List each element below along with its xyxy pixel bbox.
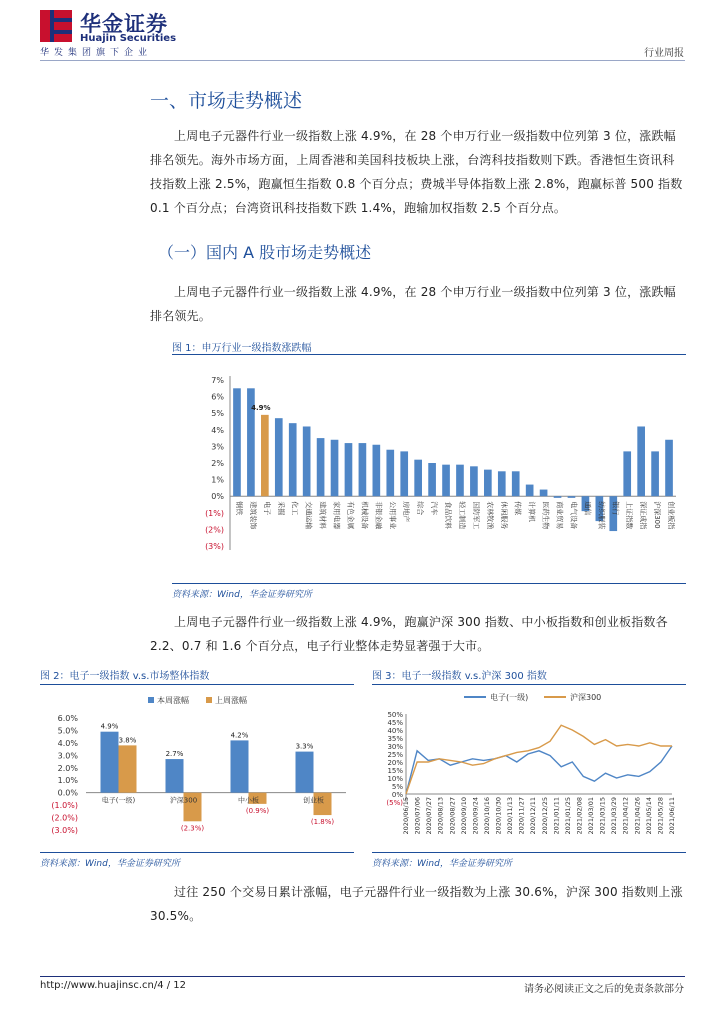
x-tick-label: 2020/10/16 (482, 797, 491, 835)
x-tick-label: 电子 (262, 501, 271, 516)
y-tick-label: 25% (387, 751, 403, 759)
header-divider (40, 60, 685, 61)
subsection-paragraph-2: 上周电子元器件行业一级指数上涨 4.9%，跑赢沪深 300 指数、中小板指数和创业板指数各 2.2、0.7 和 1.6 个百分点，电子行业整体走势显著强于大市。 (150, 615, 668, 653)
bar (512, 471, 520, 496)
data-label: 3.8% (118, 736, 137, 745)
figure-3-title: 图 3：电子一级指数 v.s.沪深 300 指数 (372, 671, 547, 682)
y-tick-label: 45% (387, 719, 403, 727)
bar (233, 388, 241, 496)
x-tick-label: 2020/11/13 (506, 797, 515, 835)
brand-english: Huajin Securities (80, 33, 177, 44)
x-tick-label: 银行 (611, 501, 620, 516)
x-tick-label: 2020/12/25 (540, 797, 549, 835)
y-tick-label: 6% (211, 392, 224, 402)
y-tick-label: 2% (211, 459, 224, 468)
x-tick-label: 钢铁 (234, 501, 243, 516)
x-tick-label: 2021/06/11 (668, 797, 676, 835)
bar (275, 418, 283, 496)
x-tick-label: 2020/09/24 (471, 797, 480, 835)
x-tick-label: 计算机 (527, 501, 536, 523)
bar (554, 496, 562, 498)
x-tick-label: 深证成指 (639, 501, 648, 530)
x-tick-label: 2021/05/28 (656, 797, 665, 835)
y-tick-label: 0% (391, 791, 403, 799)
bar (498, 471, 506, 496)
legend-label: 上周涨幅 (215, 696, 247, 705)
x-tick-label: 2020/12/11 (529, 797, 538, 835)
x-tick-label: 沪深300 (653, 501, 662, 529)
data-label: 4.9% (251, 403, 271, 412)
figure-3-chart (372, 688, 686, 850)
x-tick-label: 2021/04/26 (633, 797, 642, 835)
y-tick-label: 3.0% (57, 751, 78, 761)
subsection-title: （一）国内 A 股市场走势概述 (158, 243, 372, 262)
x-tick-label: 2020/09/10 (459, 797, 468, 835)
figure-1-rule (172, 354, 686, 355)
x-tick-label: 2021/04/12 (621, 797, 630, 835)
bar (331, 440, 339, 496)
y-tick-label: (1.0%) (51, 801, 78, 811)
bar (456, 465, 464, 497)
bar (442, 465, 450, 497)
section-title: 一、市场走势概述 (150, 90, 303, 112)
y-tick-label: (1%) (205, 508, 224, 518)
figure-1-chart (172, 358, 686, 580)
x-tick-label: 建筑装饰 (248, 501, 257, 530)
y-tick-label: 15% (387, 767, 403, 775)
bar (166, 759, 184, 793)
y-tick-label: 3% (211, 442, 224, 452)
footer-divider (40, 976, 685, 977)
report-type: 行业周报 (644, 48, 684, 59)
bar (345, 443, 353, 496)
company-logo (40, 10, 72, 42)
data-label: 2.7% (165, 750, 184, 759)
y-tick-label: 5.0% (57, 726, 78, 736)
figure-2-title: 图 2：电子一级指数 v.s.市场整体指数 (40, 671, 210, 682)
series-line (406, 746, 672, 794)
x-tick-label: 2020/10/30 (494, 797, 503, 835)
bar (526, 485, 534, 497)
x-tick-label: 食品饮料 (444, 501, 453, 530)
bar (637, 426, 645, 496)
bar (665, 440, 673, 496)
y-tick-label: (2%) (205, 525, 224, 535)
y-tick-label: 4.0% (57, 738, 78, 748)
bar (231, 740, 249, 792)
legend-swatch (206, 697, 212, 703)
x-tick-label: 汽车 (430, 501, 439, 516)
bar (296, 752, 314, 793)
legend-label: 电子(一级) (490, 693, 529, 702)
x-tick-label: 上证指数 (625, 501, 634, 530)
figure-2-chart (40, 690, 354, 848)
legend-label: 沪深300 (570, 693, 602, 702)
bar (373, 445, 381, 496)
bar (651, 451, 659, 496)
data-label: 4.9% (100, 722, 119, 731)
subsection-paragraph-3: 过往 250 个交易日累计涨幅，电子元器件行业一级指数为上涨 30.6%，沪深 300 指数则上涨 30.5%。 (150, 885, 683, 923)
y-tick-label: 0% (211, 492, 224, 502)
x-tick-label: 轻工制造 (457, 501, 466, 530)
y-tick-label: 1.0% (57, 776, 78, 786)
bar (428, 463, 436, 496)
figure-1-bottom-rule (172, 583, 686, 584)
bar (119, 745, 137, 792)
legend-swatch (148, 697, 154, 703)
x-tick-label: 2021/05/14 (644, 797, 653, 835)
footer-url[interactable]: http://www.huajinsc.cn/4 / 12 (40, 980, 187, 991)
x-tick-label: 2021/03/15 (598, 797, 607, 835)
x-tick-label: 2020/07/06 (413, 797, 422, 835)
data-label: (2.3%) (180, 824, 205, 833)
x-tick-label: 2021/01/11 (552, 797, 561, 835)
figure-3-bottom-rule (372, 852, 686, 853)
figure-2-source: 资料来源：Wind，华金证券研究所 (40, 859, 180, 869)
legend-label: 本周涨幅 (157, 696, 189, 705)
x-tick-label: 沪深300 (169, 796, 198, 805)
series-line (406, 725, 672, 794)
x-tick-label: 休闲服务 (499, 501, 508, 530)
x-tick-label: 创业板 (303, 796, 324, 805)
y-tick-label: 4% (211, 425, 224, 435)
x-tick-label: 有色金属 (346, 501, 355, 530)
x-tick-label: 2020/08/13 (436, 797, 445, 835)
y-tick-label: (3%) (205, 542, 224, 551)
subsection-paragraph-1: 上周电子元器件行业一级指数上涨 4.9%，在 28 个申万行业一级指数中位列第 3 位，涨跌幅排名领先。 (150, 285, 676, 323)
y-tick-label: 20% (387, 759, 403, 767)
bar (289, 423, 297, 496)
bar (386, 450, 394, 496)
y-tick-label: 5% (211, 409, 224, 419)
x-tick-label: 2020/08/27 (448, 797, 457, 835)
figure-2-bottom-rule (40, 852, 354, 853)
y-tick-label: (5%) (386, 799, 403, 807)
figure-1-source: 资料来源：Wind，华金证券研究所 (172, 590, 312, 600)
x-tick-label: 公用事业 (388, 501, 397, 530)
bar (568, 496, 576, 498)
y-tick-label: 35% (387, 735, 403, 743)
x-tick-label: 家用电器 (332, 501, 341, 530)
footer-disclaimer: 请务必阅读正文之后的免责条款部分 (524, 984, 684, 995)
y-tick-label: 0.0% (57, 788, 78, 798)
figure-2-rule (40, 684, 354, 685)
x-tick-label: 国防军工 (471, 501, 480, 530)
bar (303, 426, 311, 496)
bar (359, 443, 367, 496)
bar (540, 490, 548, 497)
x-tick-label: 2020/06/15 (402, 797, 410, 835)
x-tick-label: 创业板指 (667, 501, 676, 530)
figure-1-title: 图 1：申万行业一级指数涨跌幅 (172, 343, 312, 354)
x-tick-label: 农林牧渔 (485, 501, 494, 530)
x-tick-label: 2021/02/08 (575, 797, 584, 835)
x-tick-label: 电气设备 (569, 501, 578, 530)
y-tick-label: 6.0% (57, 714, 78, 723)
y-tick-label: 30% (387, 743, 403, 751)
bar (470, 466, 478, 496)
data-label: (0.9%) (245, 806, 270, 815)
bar (317, 438, 325, 496)
section-paragraph: 上周电子元器件行业一级指数上涨 4.9%，在 28 个申万行业一级指数中位列第 3 位，涨跌幅排名领先。海外市场方面，上周香港和美国科技板块上涨，台湾科技指数则下跌。香港恒生资讯科技指数上涨 2.5%，跑赢恒生指数 0.8 个百分点；费城半导体指数上涨 2.8%，跑赢标普 500 指数 0.1 个百分点；台湾资讯科技指数下跌 1.4%，跑输加权指数 2.5 个百分点。 (150, 129, 683, 215)
x-tick-label: 2020/07/27 (425, 797, 434, 835)
x-tick-label: 商业贸易 (555, 501, 564, 530)
x-tick-label: 机械设备 (360, 501, 369, 530)
x-tick-label: 2021/01/25 (563, 797, 572, 835)
data-label: (1.8%) (310, 818, 335, 827)
brand-name: 华金证券 (80, 12, 168, 36)
bar (101, 732, 119, 793)
y-tick-label: 10% (387, 775, 403, 783)
x-tick-label: 传媒 (513, 501, 522, 516)
x-tick-label: 中小板 (238, 796, 259, 805)
x-tick-label: 2021/03/29 (610, 797, 619, 835)
brand-subtitle: 华发集团旗下企业 (40, 48, 153, 58)
x-tick-label: 房地产 (402, 501, 411, 523)
figure-3-rule (372, 684, 686, 685)
bar (400, 451, 408, 496)
y-tick-label: 7% (211, 376, 224, 385)
x-tick-label: 2020/11/27 (517, 797, 526, 835)
y-tick-label: (3.0%) (51, 826, 78, 835)
x-tick-label: 建筑材料 (318, 501, 327, 530)
bar (623, 451, 631, 496)
bar (414, 460, 422, 497)
bar (484, 470, 492, 497)
x-tick-label: 非银金融 (374, 501, 383, 530)
x-tick-label: 医药生物 (541, 501, 550, 530)
x-tick-label: 交通运输 (304, 501, 313, 530)
y-tick-label: 50% (387, 711, 403, 719)
x-tick-label: 2021/03/01 (587, 797, 596, 835)
x-tick-label: 采掘 (276, 501, 285, 516)
y-tick-label: 5% (391, 783, 403, 791)
y-tick-label: 40% (387, 727, 403, 735)
figure-3-source: 资料来源：Wind，华金证券研究所 (372, 859, 512, 869)
y-tick-label: (2.0%) (51, 813, 78, 823)
x-tick-label: 综合 (416, 501, 425, 516)
data-label: 3.3% (295, 742, 314, 751)
x-tick-label: 通信 (583, 501, 592, 516)
data-label: 4.2% (230, 731, 249, 740)
y-tick-label: 2.0% (57, 763, 78, 773)
bar (261, 415, 269, 496)
x-tick-label: 电子(一级) (101, 796, 136, 805)
x-tick-label: 化工 (290, 501, 299, 516)
y-tick-label: 1% (211, 475, 224, 485)
x-tick-label: 纺织服装 (597, 501, 606, 530)
